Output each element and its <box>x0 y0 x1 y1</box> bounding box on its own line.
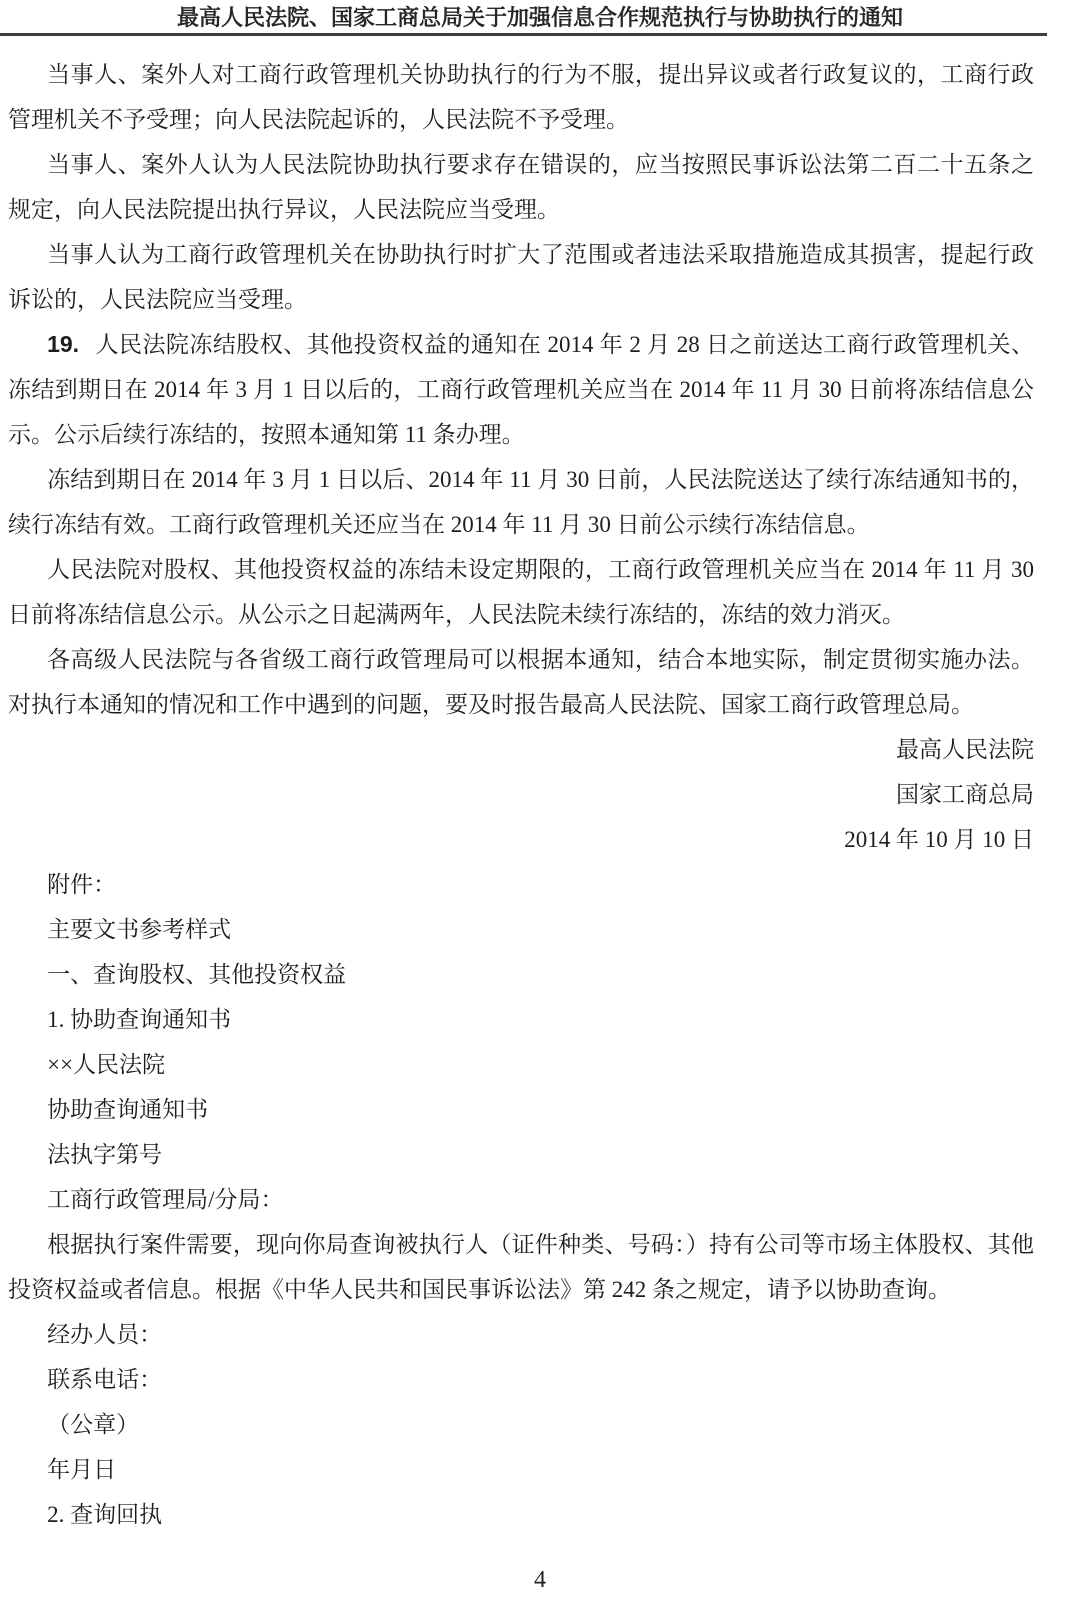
attachment-item-one: 1. 协助查询通知书 <box>47 1007 232 1032</box>
signature-date: 2014 年 10 月 10 日 <box>844 827 1034 852</box>
court-placeholder-line: ××人民法院 <box>47 1052 166 1077</box>
page-number: 4 <box>534 1567 546 1593</box>
document-body <box>8 52 1034 1537</box>
header-rule <box>0 33 1047 36</box>
item-19-text: 人民法院冻结股权、其他投资权益的通知在 2014 年 2 月 28 日之前送达工商行政管理机关、冻结到期日在 2014 年 3 月 1 日以后的，工商行政管理机关应当在 2014 年 11 月 30 日前将冻结信息公示。公示后续行冻结的，按照本通知第 11 条办理。 <box>8 332 1035 447</box>
attachment-subtitle: 主要文书参考样式 <box>47 917 232 942</box>
item-number-19: 19. <box>47 331 80 357</box>
phone-label-line: 联系电话： <box>47 1367 163 1392</box>
attachment-label: 附件： <box>47 872 117 897</box>
notice-addressee: 工商行政管理局/分局： <box>47 1187 284 1212</box>
signature-bureau: 国家工商总局 <box>896 782 1034 807</box>
body-paragraph-1: 当事人、案外人对工商行政管理机关协助执行的行为不服，提出异议或者行政复议的，工商行政管理机关不予受理；向人民法院起诉的，人民法院不予受理。 <box>8 62 1034 132</box>
signature-block <box>8 727 1034 862</box>
body-paragraph-2: 当事人、案外人认为人民法院协助执行要求存在错误的，应当按照民事诉讼法第二百二十五条之规定，向人民法院提出执行异议，人民法院应当受理。 <box>8 152 1034 222</box>
attachment-section-one-heading: 一、查询股权、其他投资权益 <box>47 962 347 987</box>
attachment-section <box>8 862 1034 1537</box>
signature-court: 最高人民法院 <box>896 737 1034 762</box>
body-paragraph-3: 当事人认为工商行政管理机关在协助执行时扩大了范围或者违法采取措施造成其损害，提起行政诉讼的，人民法院应当受理。 <box>8 242 1034 312</box>
notice-request-paragraph: 根据执行案件需要，现向你局查询被执行人（证件种类、号码：）持有公司等市场主体股权、其他投资权益或者信息。根据《中华人民共和国民事诉讼法》第 242 条之规定，请予以协助查询。 <box>8 1232 1034 1302</box>
seal-label-line: （公章） <box>47 1412 140 1437</box>
date-placeholder-line: 年月日 <box>47 1457 117 1482</box>
document-title: 最高人民法院、国家工商总局关于加强信息合作规范执行与协助执行的通知 <box>176 5 903 30</box>
body-paragraph-19 <box>8 322 1034 457</box>
handler-label-line: 经办人员： <box>47 1322 163 1347</box>
body-paragraph-5: 冻结到期日在 2014 年 3 月 1 日以后、2014 年 11 月 30 日前，人民法院送达了续行冻结通知书的，续行冻结有效。工商行政管理机关还应当在 2014 年 11 月 30 日前公示续行冻结信息。 <box>8 467 1034 537</box>
attachment-item-two: 2. 查询回执 <box>47 1502 163 1527</box>
notice-doc-title: 协助查询通知书 <box>47 1097 209 1122</box>
body-paragraph-7: 各高级人民法院与各省级工商行政管理局可以根据本通知，结合本地实际，制定贯彻实施办法。对执行本通知的情况和工作中遇到的问题，要及时报告最高人民法院、国家工商行政管理总局。 <box>8 647 1034 717</box>
notice-doc-number: 法执字第号 <box>47 1142 163 1167</box>
body-paragraph-6: 人民法院对股权、其他投资权益的冻结未设定期限的，工商行政管理机关应当在 2014 年 11 月 30 日前将冻结信息公示。从公示之日起满两年，人民法院未续行冻结的，冻结的效力消灭。 <box>8 557 1034 627</box>
